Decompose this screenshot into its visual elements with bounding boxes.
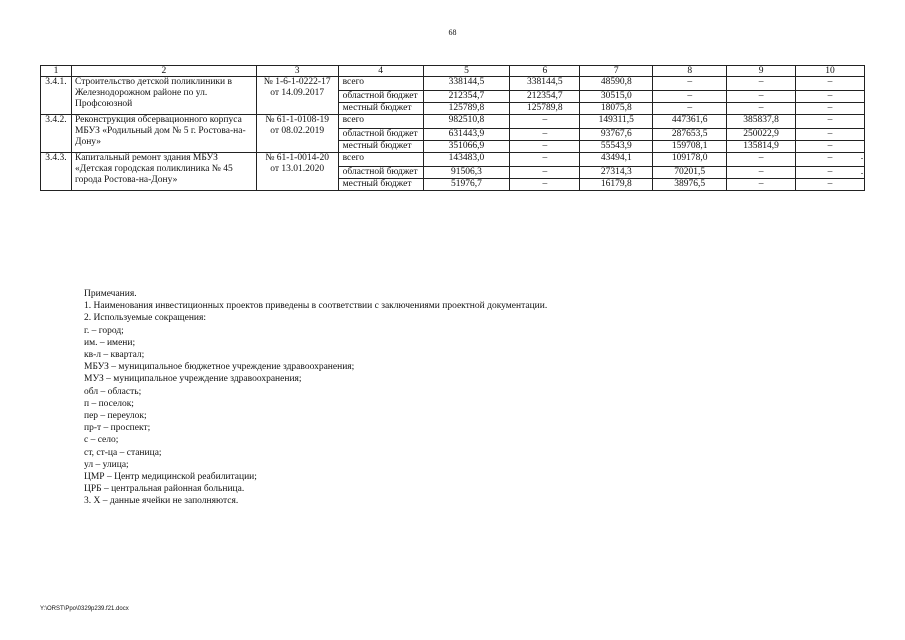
col-header-2: 2: [71, 66, 256, 77]
value-cell: –: [510, 129, 580, 141]
col-header-6: 6: [510, 66, 580, 77]
col-header-10: 10: [796, 66, 865, 77]
col-header-8: 8: [653, 66, 727, 77]
header-row: [41, 66, 865, 77]
value-cell: 38976,5: [653, 179, 727, 191]
abbreviation-line: г. – город;: [84, 325, 124, 336]
value-cell: 51976,7: [423, 179, 510, 191]
value-cell: –: [510, 141, 580, 153]
value-cell: 385837,8: [727, 115, 796, 129]
value-cell: –: [727, 77, 796, 91]
value-cell: –: [727, 91, 796, 103]
value-cell: –: [796, 115, 865, 129]
project-id: 3.4.3.: [41, 153, 72, 191]
page-number: 68: [448, 28, 457, 37]
project-document: [256, 115, 338, 153]
doc-date: от 08.02.2019: [270, 126, 325, 136]
value-cell: 287653,5: [653, 129, 727, 141]
value-cell: –: [653, 103, 727, 115]
value-cell: –: [796, 91, 865, 103]
abbreviation-line: ЦМР – Центр медицинской реабилитации;: [84, 472, 257, 483]
value-cell: 43494,1: [580, 153, 653, 167]
value-cell: 70201,5: [653, 167, 727, 179]
value-cell: –: [510, 167, 580, 179]
value-cell: 338144,5: [423, 77, 510, 91]
doc-date: от 13.01.2020: [270, 164, 325, 174]
abbreviation-line: ул – улица;: [84, 459, 129, 470]
abbreviation-line: п – поселок;: [84, 398, 134, 409]
value-cell: 30515,0: [580, 91, 653, 103]
value-cell: 91506,3: [423, 167, 510, 179]
value-cell: 27314,3: [580, 167, 653, 179]
abbreviation-line: с – село;: [84, 435, 119, 446]
value-cell: –: [510, 179, 580, 191]
value-cell: 149311,5: [580, 115, 653, 129]
value-cell: –: [796, 103, 865, 115]
value-cell: 351066,9: [423, 141, 510, 153]
project-id: 3.4.2.: [41, 115, 72, 153]
col-header-5: 5: [423, 66, 510, 77]
funding-source: областной бюджет: [338, 167, 423, 179]
note-line: 3. Х – данные ячейки не заполняются.: [84, 496, 239, 507]
funding-source: областной бюджет: [338, 91, 423, 103]
funding-source: местный бюджет: [338, 103, 423, 115]
abbreviation-line: кв-л – квартал;: [84, 350, 145, 361]
funding-source: областной бюджет: [338, 129, 423, 141]
value-cell: –: [796, 179, 865, 191]
doc-number: № 61-1-0014-20: [265, 153, 330, 163]
project-document: [256, 153, 338, 191]
col-header-3: 3: [256, 66, 338, 77]
value-cell: 109178,0: [653, 153, 727, 167]
abbreviation-line: пер – переулок;: [84, 411, 147, 422]
value-cell: 125789,8: [423, 103, 510, 115]
col-header-9: 9: [727, 66, 796, 77]
abbreviation-line: ЦРБ – центральная районная больница.: [84, 484, 245, 495]
value-cell: 212354,7: [510, 91, 580, 103]
doc-number: № 1-6-1-0222-17: [263, 77, 331, 87]
investment-projects-table: [40, 65, 865, 191]
value-cell: –: [727, 167, 796, 179]
funding-source: всего: [338, 115, 423, 129]
value-cell: 250022,9: [727, 129, 796, 141]
funding-source: местный бюджет: [338, 141, 423, 153]
note-line: 1. Наименования инвестиционных проектов приведены в соответствии с заключениями проектной документации.: [84, 301, 548, 312]
value-cell: –: [510, 115, 580, 129]
abbreviation-line: пр-т – проспект;: [84, 423, 151, 434]
table-row: [41, 77, 865, 91]
abbreviation-line: им. – имени;: [84, 337, 136, 348]
note-line: 2. Используемые сокращения:: [84, 313, 206, 324]
col-header-1: 1: [41, 66, 72, 77]
funding-source: местный бюджет: [338, 179, 423, 191]
value-cell: 212354,7: [423, 91, 510, 103]
value-cell: 16179,8: [580, 179, 653, 191]
value-cell: –: [727, 179, 796, 191]
margin-mark: [861, 173, 863, 174]
doc-date: от 14.09.2017: [270, 88, 325, 98]
value-cell: –: [796, 77, 865, 91]
value-cell: –: [796, 153, 865, 167]
project-id: 3.4.1.: [41, 77, 72, 115]
funding-source: всего: [338, 77, 423, 91]
margin-mark: [861, 158, 863, 159]
abbreviation-line: МБУЗ – муниципальное бюджетное учреждение здравоохранения;: [84, 362, 355, 373]
notes-title: Примечания.: [84, 289, 137, 299]
notes-section: [84, 288, 844, 508]
doc-number: № 61-1-0108-19: [265, 115, 330, 125]
project-document: [256, 77, 338, 115]
value-cell: 159708,1: [653, 141, 727, 153]
project-name: Строительство детской поликлиники в Железнодорожном районе по ул. Профсоюзной: [71, 77, 256, 115]
col-header-7: 7: [580, 66, 653, 77]
col-header-4: 4: [338, 66, 423, 77]
value-cell: 48590,8: [580, 77, 653, 91]
value-cell: 447361,6: [653, 115, 727, 129]
document-file-path: Y:\ORST\Ppo\0329p239.f21.docx: [40, 606, 129, 612]
value-cell: 93767,6: [580, 129, 653, 141]
value-cell: 18075,8: [580, 103, 653, 115]
table-row: [41, 115, 865, 129]
table-row: [41, 153, 865, 167]
value-cell: –: [727, 153, 796, 167]
value-cell: 125789,8: [510, 103, 580, 115]
value-cell: 982510,8: [423, 115, 510, 129]
value-cell: 55543,9: [580, 141, 653, 153]
value-cell: –: [727, 103, 796, 115]
project-name: Капитальный ремонт здания МБУЗ «Детская городская поликлиника № 45 города Ростова-на-Дону»: [71, 153, 256, 191]
value-cell: 143483,0: [423, 153, 510, 167]
abbreviation-line: обл – область;: [84, 386, 142, 397]
value-cell: –: [796, 141, 865, 153]
abbreviation-line: МУЗ – муниципальное учреждение здравоохранения;: [84, 374, 302, 385]
funding-source: всего: [338, 153, 423, 167]
value-cell: 135814,9: [727, 141, 796, 153]
value-cell: –: [510, 153, 580, 167]
value-cell: –: [796, 129, 865, 141]
abbreviation-line: ст, ст-ца – станица;: [84, 447, 162, 458]
value-cell: –: [653, 77, 727, 91]
value-cell: 631443,9: [423, 129, 510, 141]
value-cell: 338144,5: [510, 77, 580, 91]
project-name: Реконструкция обсервационного корпуса МБУЗ «Родильный дом № 5 г. Ростова-на-Дону»: [71, 115, 256, 153]
value-cell: –: [653, 91, 727, 103]
value-cell: –: [796, 167, 865, 179]
